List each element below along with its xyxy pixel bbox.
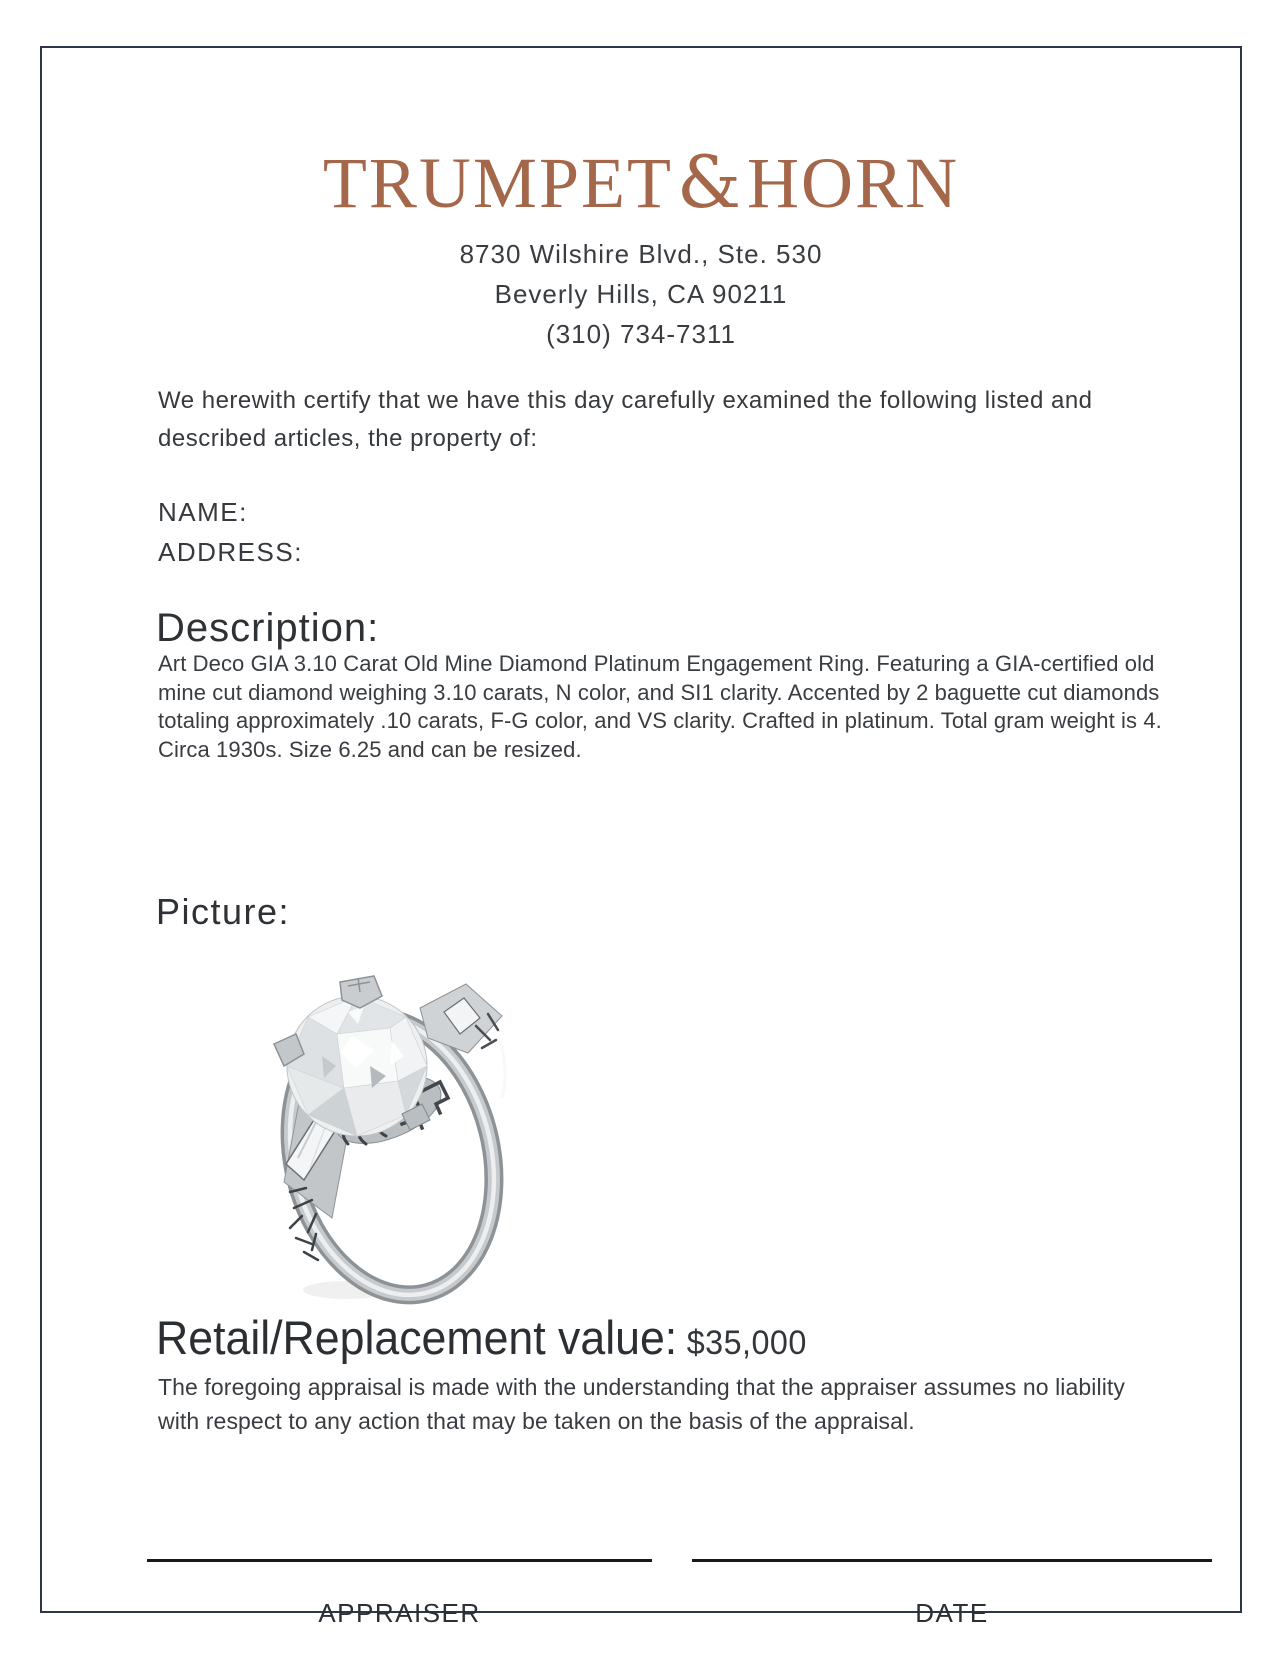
name-label: NAME: [158,497,248,527]
valuation-line [156,1310,807,1365]
ring-illustration [252,916,532,1306]
appraiser-signature-block [147,1559,652,1629]
page-border [40,46,1242,1628]
address-label: ADDRESS: [158,537,303,567]
description-heading: Description: [156,606,380,650]
company-address-line1: 8730 Wilshire Blvd., Ste. 530 [459,239,823,269]
company-contact-block [42,234,1240,354]
owner-labels [158,492,303,572]
picture-heading: Picture: [156,891,291,932]
valuation-heading: Retail/Replacement value: [156,1311,678,1364]
logo-horn: HORN [747,143,960,223]
date-label: DATE [915,1598,989,1628]
certification-statement: We herewith certify that we have this day carefully examined the following listed and described articles, the property of: [158,387,1093,452]
company-address-line2: Beverly Hills, CA 90211 [494,279,788,309]
company-logo [42,140,1240,224]
company-phone: (310) 734-7311 [546,319,736,349]
description-body: Art Deco GIA 3.10 Carat Old Mine Diamond Platinum Engagement Ring. Featuring a GIA-certified old mine cut diamond weighing 3.10 carats, N color, and SI1 clarity. Accented by 2 baguette cut diamonds totaling approximately .10 carats, F-G color, and VS clarity. Crafted in platinum. Total gram weight is 4. Circa 1930s. Size 6.25 and can be resized. [158,651,1162,762]
appraiser-label: APPRAISER [318,1598,481,1628]
ring-photo [252,916,532,1306]
date-signature-block [692,1559,1212,1629]
logo-trumpet: TRUMPET [322,143,673,223]
logo-ampersand-icon: & [676,140,744,224]
valuation-amount: $35,000 [686,1324,807,1362]
valuation-disclaimer: The foregoing appraisal is made with the understanding that the appraiser assumes no liability with respect to any action that may be taken on the basis of the appraisal. [158,1374,1126,1434]
